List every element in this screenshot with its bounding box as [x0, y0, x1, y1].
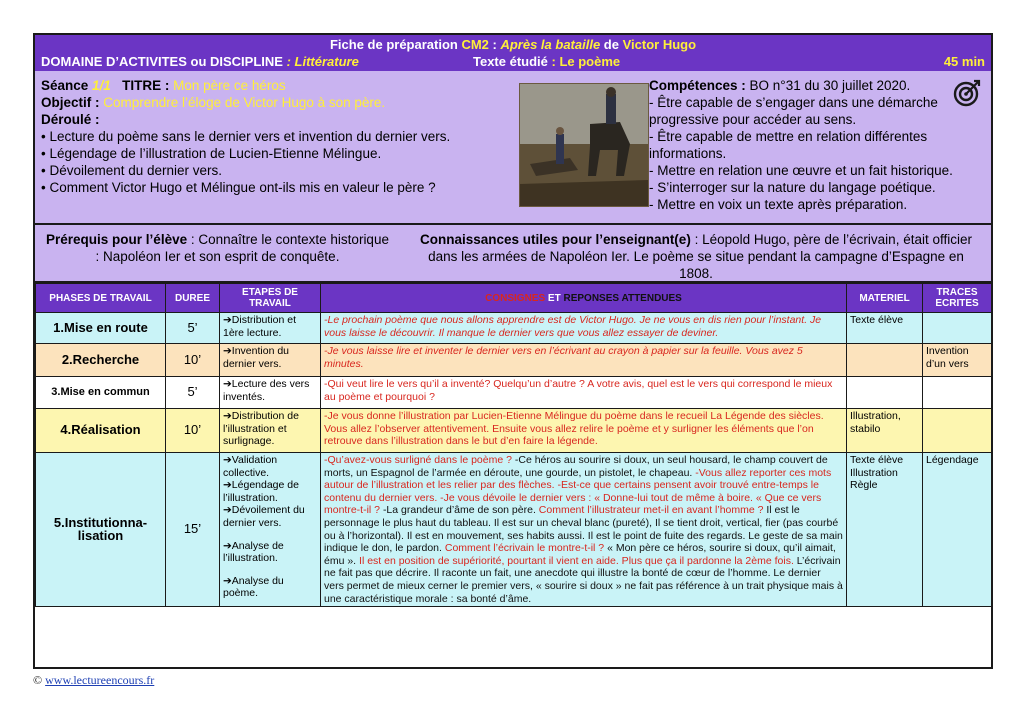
prereq-ens-label: Connaissances utiles pour l’enseignant(e)	[420, 232, 691, 247]
titre-value: Mon père ce héros	[169, 78, 286, 93]
prereq-ens-text: : Léopold Hugo, père de l’écrivain, était officier dans les armées de Napoléon Ier. Le poème se situe pendant la campagne d’Espagne en 1808.	[428, 232, 972, 281]
duree-cell: 10’	[166, 409, 220, 453]
consignes-cell	[321, 409, 847, 453]
col-reponses-label: REPONSES ATTENDUES	[563, 292, 682, 304]
header-author: Victor Hugo	[622, 37, 697, 52]
duree-cell: 5’	[166, 377, 220, 409]
consigne-answer: « Mon père ce héros, sourire si doux, qu’il aimait, ému ».	[324, 542, 836, 567]
lesson-sheet	[33, 33, 993, 669]
consigne-text: -Le prochain poème que nous allons apprendre est de Victor Hugo. Je ne vous en dis rien pour l’instant. Je vous laisse le découvrir. Il manque le dernier vers que vous allez essayer de deviner.	[324, 314, 822, 339]
traces-cell: Légendage	[923, 453, 992, 607]
consigne-answer: L’écrivain ne fait pas que décrire. Il raconte un fait, une anecdote qui illustre la bonté de cœur de l’homme. Le dernier vers permet de mieux cerner le premier vers, « sourire si doux » ne fait pas référence à un trait physique mais à une caractéristique morale : sa bonté d’âme.	[324, 554, 843, 605]
col-et-label: ET	[545, 292, 564, 304]
consigne-text: -Je vous laisse lire et inventer le dernier vers en l’écrivant au crayon à papier sur la feuille. Vous avez 5 minutes.	[324, 345, 803, 370]
phases-table	[35, 283, 992, 607]
domain-value: : Littérature	[282, 54, 359, 69]
session-left	[41, 77, 521, 196]
header-de: de	[600, 37, 623, 52]
col-consignes	[321, 284, 847, 313]
consignes-cell	[321, 313, 847, 344]
traces-cell	[923, 409, 992, 453]
consigne-question: Comment l’écrivain le montre-t-il ?	[441, 542, 608, 555]
session-panel	[35, 71, 991, 225]
competences-label: Compétences :	[649, 78, 746, 93]
materiel-cell	[847, 344, 923, 377]
domain-label: DOMAINE D’ACTIVITES ou DISCIPLINE	[41, 54, 283, 69]
competence-item: - Mettre en voix un texte après préparation.	[649, 197, 908, 212]
consignes-cell	[321, 453, 847, 607]
materiel-cell: Illustration, stabilo	[847, 409, 923, 453]
etape-item: ➔Validation collective.	[223, 454, 278, 479]
col-consignes-label: CONSIGNES	[485, 292, 546, 304]
etapes-cell	[220, 313, 321, 344]
etape-item: ➔Invention du dernier vers.	[223, 345, 290, 370]
phase-cell: 1.Mise en route	[36, 313, 166, 344]
header-sep: :	[488, 37, 501, 52]
col-traces: TRACES ECRITES	[923, 284, 992, 313]
seance-line	[41, 77, 521, 94]
etape-item: ➔Distribution de l’illustration et surlignage.	[223, 410, 299, 448]
deroule-item: • Lecture du poème sans le dernier vers et invention du dernier vers.	[41, 129, 451, 144]
duree-cell: 5’	[166, 313, 220, 344]
duration: 45 min	[943, 54, 985, 69]
table-row	[36, 313, 992, 344]
melingue-illustration	[519, 83, 649, 207]
traces-cell	[923, 377, 992, 409]
deroule-label: Déroulé :	[41, 112, 100, 127]
prereq-eleve-text: : Connaître le contexte historique : Napoléon Ier et son esprit de conquête.	[95, 232, 389, 264]
etape-item: ➔Légendage de l’illustration.	[223, 479, 299, 504]
header-work-title: Après la bataille	[500, 37, 601, 52]
consigne-question: -Vous allez reporter ces mots autour de l’illustration et les relier par des flèches. -Est-ce que certains pensent avoir trouvé entre-temps le contenu du dernier vers. -Je vous dévoile le dernier vers : « Donne-lui tout de même à boire. « Que ce vers montre-t-il ?	[324, 466, 832, 517]
text-label: Texte étudié	[473, 54, 548, 69]
competence-item: - Être capable de s’engager dans une démarche progressive pour accéder au sens.	[649, 95, 938, 127]
consignes-cell	[321, 377, 847, 409]
etape-item: ➔Dévoilement du dernier vers.	[223, 504, 305, 529]
competence-item: - S’interroger sur la nature du langage poétique.	[649, 180, 936, 195]
target-icon	[953, 79, 981, 107]
col-phases: PHASES DE TRAVAIL	[36, 284, 166, 313]
header-prefix: Fiche de préparation	[329, 37, 462, 52]
header-subline	[41, 54, 985, 69]
phase-cell: 3.Mise en commun	[36, 377, 166, 409]
competence-item: - Mettre en relation une œuvre et un fait historique.	[649, 163, 953, 178]
consigne-answer: -La grandeur d’âme de son père.	[382, 504, 539, 517]
etapes-cell	[220, 344, 321, 377]
etape-item: ➔Analyse de l’illustration.	[223, 539, 284, 565]
table-row	[36, 453, 992, 607]
table-row	[36, 344, 992, 377]
deroule-item: • Dévoilement du dernier vers.	[41, 163, 223, 178]
consignes-cell	[321, 344, 847, 377]
header-level: CM2	[461, 37, 489, 52]
objectif-value: Comprendre l’éloge de Victor Hugo à son père.	[99, 95, 386, 110]
col-etapes: ETAPES DE TRAVAIL	[220, 284, 321, 313]
titre-label: TITRE :	[122, 78, 170, 93]
session-right	[649, 77, 979, 213]
objectif-label: Objectif :	[41, 95, 100, 110]
consigne-text: -Qui veut lire le vers qu’il a inventé? Quelqu’un d’autre ? A votre avis, quel est le vers qui correspond le mieux au poème et pourquoi ?	[324, 378, 833, 403]
consigne-question: -Qu’avez-vous surligné dans le poème ?	[324, 454, 515, 466]
consigne-question: Comment l’illustrateur met-il en avant l’homme ?	[538, 504, 767, 517]
consigne-question: Il est en position de supériorité, pourtant il vient en aide. Plus que ça il pardonne la 2ème fois.	[356, 554, 797, 567]
competence-item: - Être capable de mettre en relation différentes informations.	[649, 129, 928, 161]
deroule-item: • Légendage de l’illustration de Lucien-Etienne Mélingue.	[41, 146, 382, 161]
prereq-eleve-label: Prérequis pour l’élève	[46, 232, 188, 247]
etapes-cell	[220, 409, 321, 453]
traces-cell: Invention d’un vers	[923, 344, 992, 377]
col-duree: DUREE	[166, 284, 220, 313]
traces-cell	[923, 313, 992, 344]
text-studied	[473, 54, 620, 69]
etape-item: ➔Distribution et 1ère lecture.	[223, 314, 296, 339]
consigne-text: -Je vous donne l’illustration par Lucien-Etienne Mélingue du poème dans le recueil La Légende des siècles. Vous allez l’observer attentivement. Ensuite vous allez relire le poème et y surligner les éléments que l’on retrouve dans l’illustration dans le but d’en faire la légende.	[324, 410, 824, 448]
duree-cell: 15’	[166, 453, 220, 607]
text-value: : Le poème	[547, 54, 621, 69]
objectif-line	[41, 94, 521, 111]
competences-ref: BO n°31 du 30 juillet 2020.	[745, 78, 911, 93]
table-row	[36, 409, 992, 453]
seance-value: 1/1	[92, 78, 111, 93]
phase-cell: 4.Réalisation	[36, 409, 166, 453]
phase-cell: 2.Recherche	[36, 344, 166, 377]
etapes-cell	[220, 453, 321, 607]
consigne-answer: -Ce héros au sourire si doux, un seul housard, le champ couvert de morts, un Espagnol de l’armée en déroute, une gourde, un pistolet, le chapeau.	[324, 454, 828, 479]
prereq-eleve	[45, 231, 390, 265]
col-materiel: MATERIEL	[847, 284, 923, 313]
consigne-answer: Il est le personnage le plus haut du tableau. Il est sur un cheval blanc (pureté), Il se tient droit, vertical, fier (pas courbé ou à l’horizontal). Il est en mouvement, ses habits aussi. Il est le point de fuite des regards. Le geste de sa main indique le don, le pardon.	[324, 504, 843, 555]
materiel-cell: Texte élève	[847, 313, 923, 344]
table-row	[36, 377, 992, 409]
materiel-cell	[847, 377, 923, 409]
copyright-symbol: ©	[33, 673, 46, 687]
etape-item: ➔Lecture des vers inventés.	[223, 378, 310, 403]
header-title	[35, 37, 991, 52]
site-link[interactable]: www.lectureencours.fr	[45, 673, 155, 687]
etape-item: ➔Analyse du poème.	[223, 574, 284, 600]
header-bar	[35, 35, 991, 71]
prereq-enseignant	[411, 231, 981, 282]
etapes-cell	[220, 377, 321, 409]
seance-label: Séance	[41, 78, 93, 93]
materiel-cell: Texte élève Illustration Règle	[847, 453, 923, 607]
deroule-item: • Comment Victor Hugo et Mélingue ont-ils mis en valeur le père ?	[41, 180, 436, 195]
prereq-panel	[35, 225, 991, 283]
copyright	[33, 673, 154, 688]
duree-cell: 10’	[166, 344, 220, 377]
table-header-row	[36, 284, 992, 313]
phase-cell: 5.Institutionna-lisation	[36, 453, 166, 607]
